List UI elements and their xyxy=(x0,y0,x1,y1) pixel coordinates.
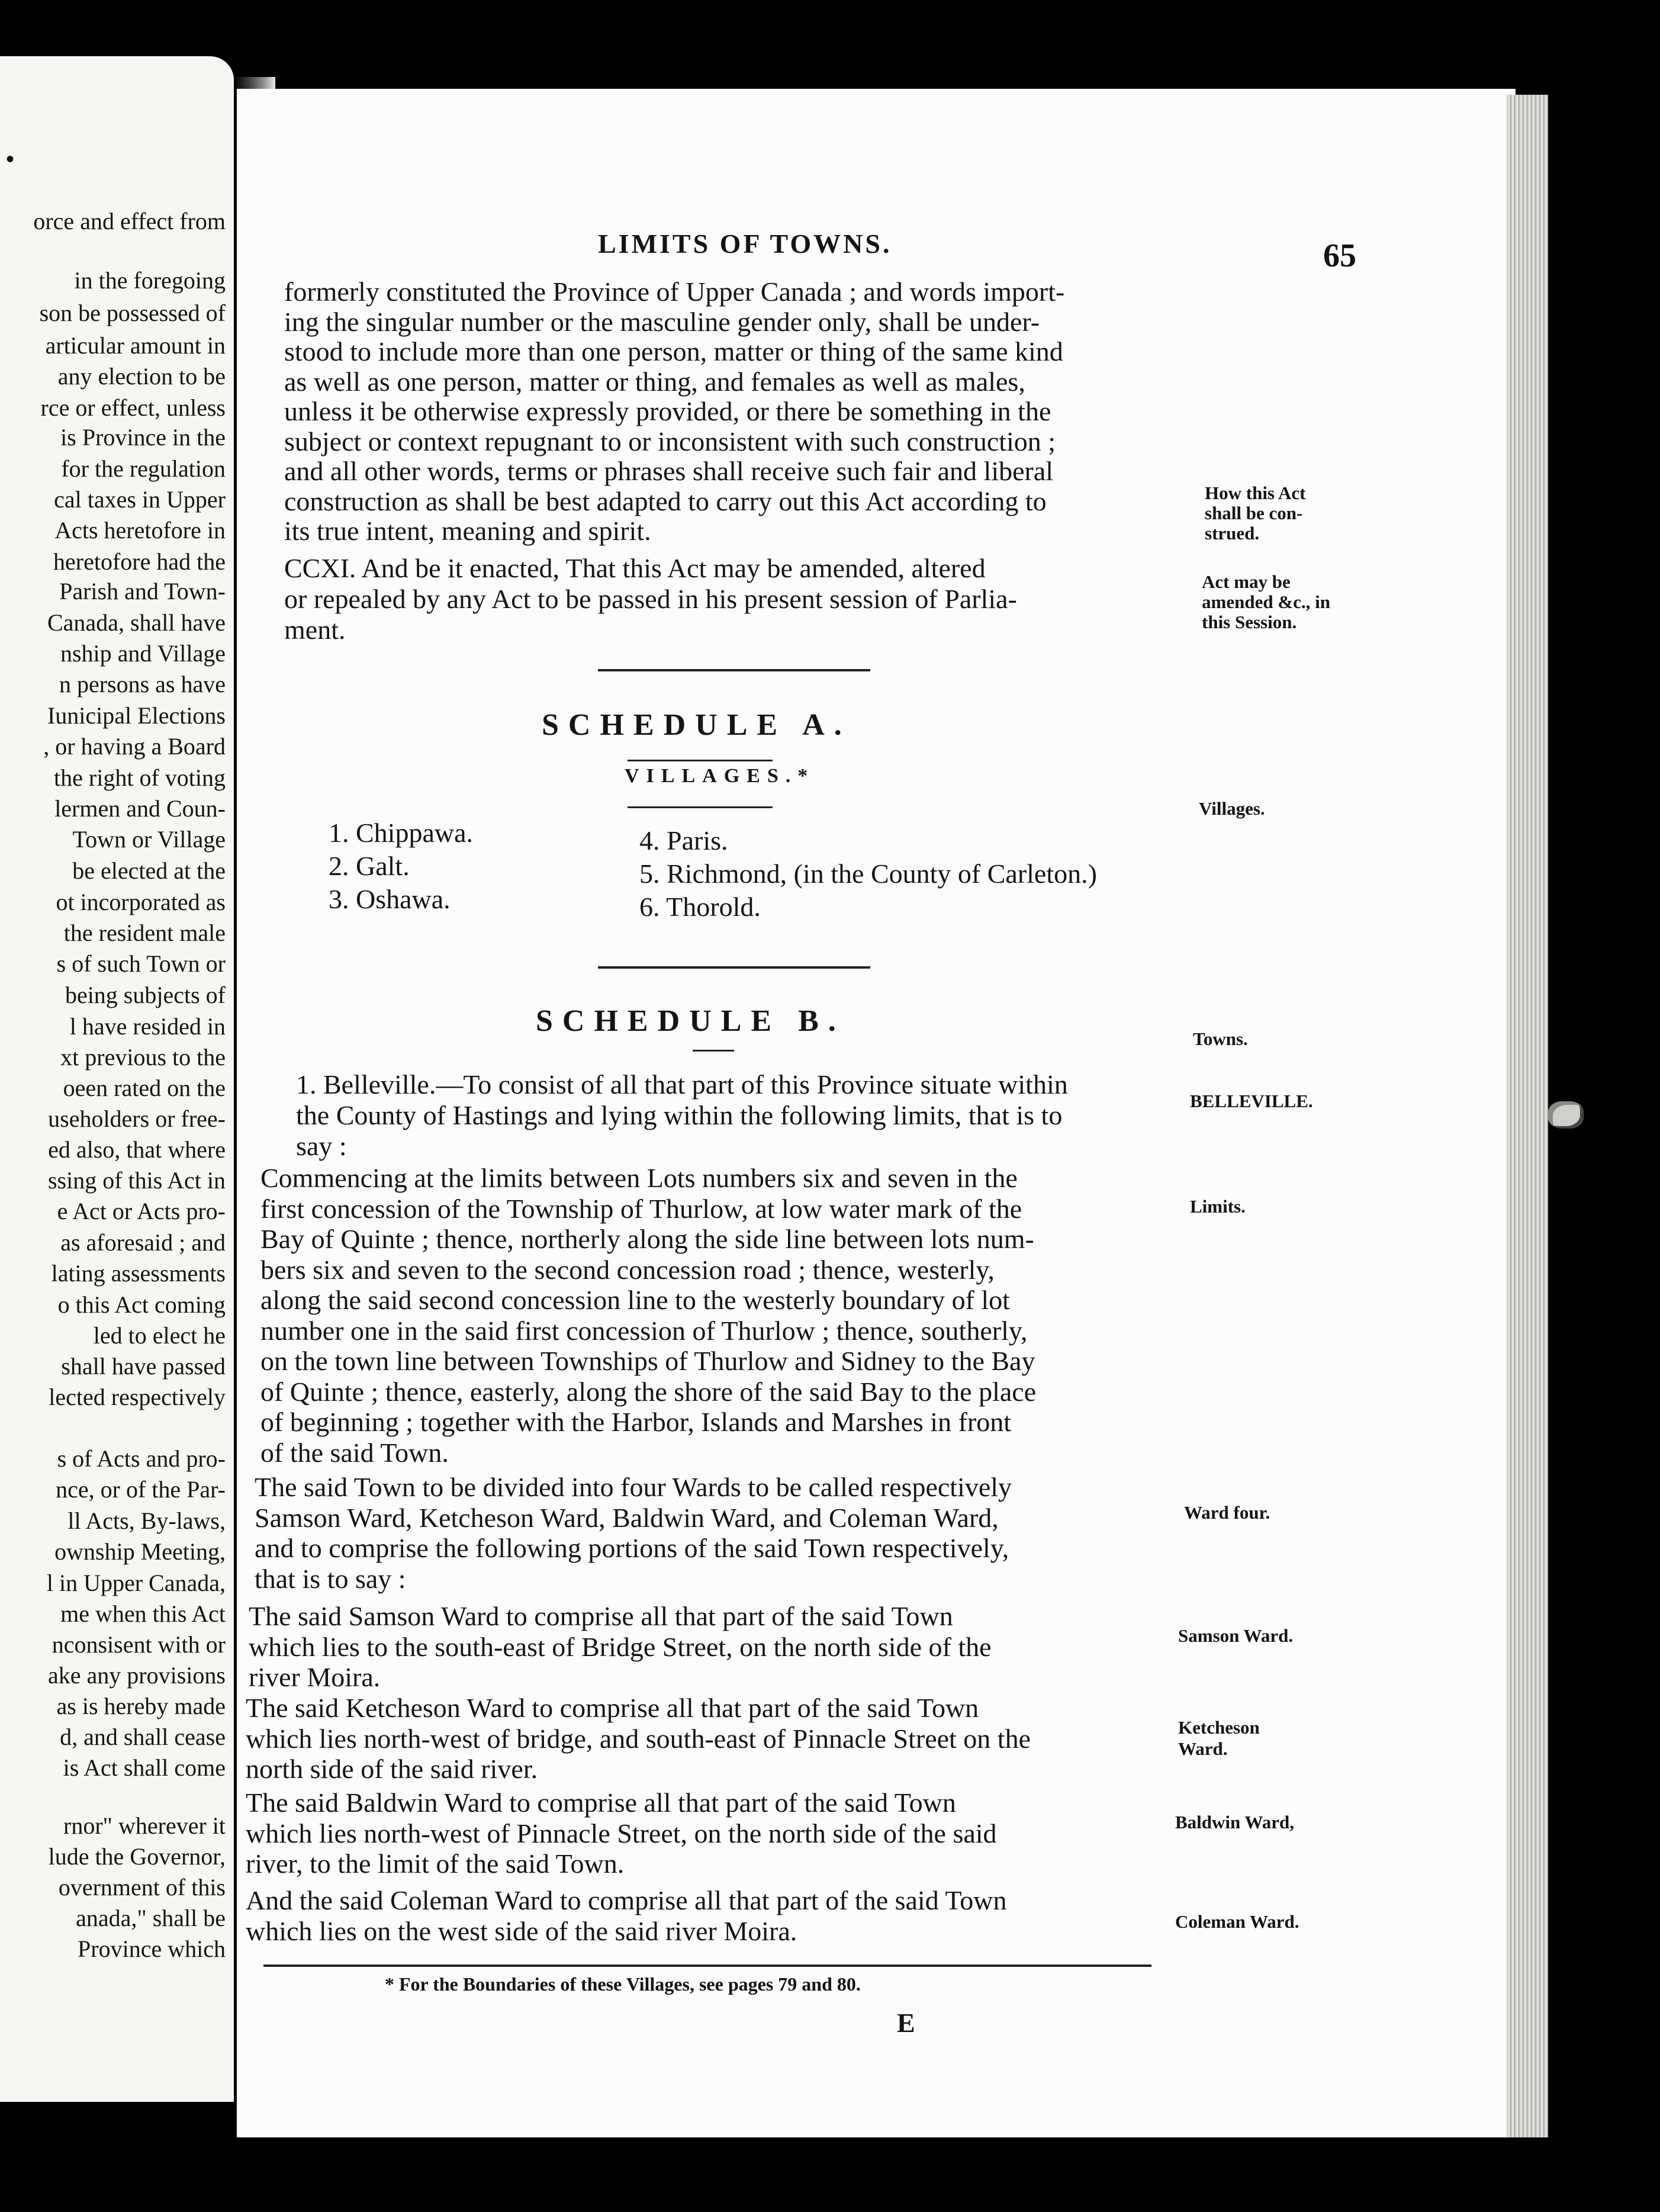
left-page-line: ssing of this Act in xyxy=(47,1167,226,1194)
left-page-line: s of such Town or xyxy=(56,950,226,977)
left-page-line: nconsisent with or xyxy=(52,1631,226,1658)
left-page-line: rce or effect, unless xyxy=(40,394,226,421)
margin-note: How this Act xyxy=(1205,483,1306,503)
body-line: its true intent, meaning and spirit. xyxy=(284,516,651,546)
left-page-line: lating assessments xyxy=(51,1260,226,1287)
body-line: of the said Town. xyxy=(260,1437,449,1468)
left-page-line: oeen rated on the xyxy=(63,1075,226,1101)
left-facing-page xyxy=(0,56,234,2102)
body-line: which lies on the west side of the said river Moira. xyxy=(246,1915,797,1946)
left-page-line: ot incorporated as xyxy=(56,889,226,915)
margin-note: Act may be xyxy=(1202,571,1291,592)
body-line: say : xyxy=(296,1131,347,1161)
village-item: 4. Paris. xyxy=(639,825,728,856)
left-page-line: lected respectively xyxy=(49,1384,226,1410)
body-line: north side of the said river. xyxy=(246,1754,538,1784)
body-line: ment. xyxy=(284,615,346,645)
horizontal-rule xyxy=(628,806,773,808)
body-line: The said Baldwin Ward to comprise all that part of the said Town xyxy=(246,1787,956,1818)
decorative-blot xyxy=(1548,1101,1584,1128)
village-item: 6. Thorold. xyxy=(639,892,761,922)
body-line: stood to include more than one person, matter or thing of the same kind xyxy=(284,336,1063,366)
horizontal-rule xyxy=(628,760,773,761)
body-line: which lies to the south-east of Bridge Street, on the north side of the xyxy=(249,1631,992,1662)
margin-note: Baldwin Ward, xyxy=(1175,1812,1295,1832)
margin-note: amended &c., in xyxy=(1202,591,1330,612)
margin-note: BELLEVILLE. xyxy=(1190,1091,1313,1111)
body-line: of beginning ; together with the Harbor, Islands and Marshes in front xyxy=(260,1407,1011,1437)
left-page-line: Iunicipal Elections xyxy=(47,702,226,729)
left-page-line: ake any provisions xyxy=(48,1662,226,1689)
body-line: on the town line between Townships of Thurlow and Sidney to the Bay xyxy=(260,1346,1035,1376)
margin-note: Samson Ward. xyxy=(1178,1625,1294,1646)
body-line: formerly constituted the Province of Upper Canada ; and words import- xyxy=(284,276,1065,307)
footnote: * For the Boundaries of these Villages, see pages 79 and 80. xyxy=(385,1973,861,1995)
body-line: The said Town to be divided into four Wards to be called respectively xyxy=(255,1472,1012,1502)
horizontal-rule xyxy=(598,966,870,969)
margin-note: Coleman Ward. xyxy=(1175,1911,1299,1932)
page-edges xyxy=(1507,95,1548,2137)
body-line: The said Samson Ward to comprise all that part of the said Town xyxy=(249,1601,953,1631)
schedule-b-title: SCHEDULE B. xyxy=(536,1004,845,1038)
body-line: river Moira. xyxy=(249,1662,381,1692)
running-head: LIMITS OF TOWNS. xyxy=(598,229,892,259)
left-page-line: being subjects of xyxy=(65,982,226,1008)
left-page-line: overnment of this xyxy=(58,1874,226,1901)
left-page-line: led to elect he xyxy=(93,1322,226,1349)
body-line: of Quinte ; thence, easterly, along the shore of the said Bay to the place xyxy=(260,1376,1037,1407)
body-line: 1. Belleville.—To consist of all that part of this Province situate within xyxy=(296,1069,1068,1099)
left-page-line: lermen and Coun- xyxy=(54,795,226,822)
village-item: 1. Chippawa. xyxy=(329,818,474,848)
village-item: 2. Galt. xyxy=(329,851,410,881)
left-page-line: in the foregoing xyxy=(74,267,226,294)
left-page-line: ed also, that where xyxy=(48,1136,226,1163)
left-page-line: o this Act coming xyxy=(57,1291,226,1318)
left-page-line: Province which xyxy=(78,1936,226,1962)
left-page-line: d, and shall cease xyxy=(60,1724,226,1750)
left-page-line: any election to be xyxy=(57,363,226,390)
left-page-line: cal taxes in Upper xyxy=(54,486,226,513)
left-page-line: nce, or of the Par- xyxy=(56,1476,226,1503)
body-line: And the said Coleman Ward to comprise all that part of the said Town xyxy=(246,1885,1007,1915)
left-page-line: heretofore had the xyxy=(53,548,226,575)
left-page-line: for the regulation xyxy=(61,455,226,482)
margin-note: Ward four. xyxy=(1184,1502,1270,1523)
left-page-line: the right of voting xyxy=(54,764,226,791)
body-line: first concession of the Township of Thurlow, at low water mark of the xyxy=(260,1193,1022,1224)
body-line: The said Ketcheson Ward to comprise all that part of the said Town xyxy=(246,1693,979,1723)
body-line: river, to the limit of the said Town. xyxy=(246,1848,625,1879)
body-line: as well as one person, matter or thing, and females as well as males, xyxy=(284,366,1025,397)
left-page-line: as is hereby made xyxy=(56,1693,226,1719)
body-line: subject or context repugnant to or inconsistent with such construction ; xyxy=(284,426,1056,456)
village-item: 3. Oshawa. xyxy=(329,884,451,914)
body-line: which lies north-west of Pinnacle Street, on the north side of the said xyxy=(246,1818,997,1848)
body-line: CCXI. And be it enacted, That this Act may be amended, altered xyxy=(284,553,986,583)
left-page-line: rnor" wherever it xyxy=(63,1812,226,1839)
left-page-line: anada," shall be xyxy=(76,1905,226,1931)
margin-note: Villages. xyxy=(1199,798,1265,819)
left-page-line: articular amount in xyxy=(45,332,226,359)
margin-note: Limits. xyxy=(1190,1196,1246,1217)
body-line: or repealed by any Act to be passed in his present session of Parlia- xyxy=(284,584,1017,614)
margin-note: Towns. xyxy=(1193,1028,1248,1049)
left-page-line: nship and Village xyxy=(60,640,226,667)
left-page-line: is Act shall come xyxy=(63,1754,226,1781)
left-page-line: Canada, shall have xyxy=(47,609,226,636)
horizontal-rule xyxy=(598,669,870,671)
left-page-line: useholders or free- xyxy=(48,1105,226,1132)
left-page-line: the resident male xyxy=(63,919,226,946)
left-page-line: Town or Village xyxy=(72,826,226,853)
left-page-line: xt previous to the xyxy=(60,1044,226,1070)
left-page-line: Parish and Town- xyxy=(59,578,226,605)
margin-note: strued. xyxy=(1205,523,1260,544)
body-line: and to comprise the following portions of the said Town respectively, xyxy=(255,1533,1009,1563)
body-line: Samson Ward, Ketcheson Ward, Baldwin Ward, and Coleman Ward, xyxy=(255,1502,999,1533)
schedule-a-subtitle: VILLAGES.* xyxy=(625,765,815,787)
body-line: and all other words, terms or phrases shall receive such fair and liberal xyxy=(284,456,1054,486)
page-number: 65 xyxy=(1323,237,1356,274)
left-page-line: orce and effect from xyxy=(33,208,226,234)
body-line: unless it be otherwise expressly provided, or there be something in the xyxy=(284,396,1051,426)
schedule-a-title: SCHEDULE A. xyxy=(542,708,851,742)
body-line: that is to say : xyxy=(255,1563,406,1594)
left-page-line: , or having a Board xyxy=(43,733,226,760)
left-page-line: l have resided in xyxy=(69,1013,226,1040)
margin-note: this Session. xyxy=(1202,612,1297,632)
left-page-line: e Act or Acts pro- xyxy=(57,1198,226,1224)
left-page-line: ownship Meeting, xyxy=(54,1538,226,1565)
horizontal-rule xyxy=(263,1965,1151,1967)
body-line: the County of Hastings and lying within the following limits, that is to xyxy=(296,1100,1063,1130)
village-item: 5. Richmond, (in the County of Carleton.) xyxy=(639,859,1097,889)
margin-note: shall be con- xyxy=(1205,503,1303,523)
body-line: ing the singular number or the masculine gender only, shall be under- xyxy=(284,306,1040,337)
margin-note: Ketcheson xyxy=(1178,1717,1260,1738)
left-page-line: me when this Act xyxy=(60,1600,226,1627)
left-page-line: as aforesaid ; and xyxy=(60,1229,226,1256)
body-line: construction as shall be best adapted to carry out this Act according to xyxy=(284,486,1047,516)
body-line: bers six and seven to the second concession road ; thence, westerly, xyxy=(260,1254,995,1285)
body-line: which lies north-west of bridge, and south-east of Pinnacle Street on the xyxy=(246,1723,1031,1754)
body-line: number one in the said first concession of Thurlow ; thence, southerly, xyxy=(260,1315,1028,1346)
left-page-line: lude the Governor, xyxy=(48,1843,226,1870)
left-page-line: is Province in the xyxy=(60,424,226,451)
left-page-line: s of Acts and pro- xyxy=(57,1445,226,1472)
body-line: Bay of Quinte ; thence, northerly along the side line between lots num- xyxy=(260,1224,1034,1254)
left-page-line: shall have passed xyxy=(61,1353,226,1380)
left-page-line: l in Upper Canada, xyxy=(46,1570,226,1596)
horizontal-rule xyxy=(693,1050,734,1052)
margin-note: Ward. xyxy=(1178,1738,1228,1759)
signature-mark: E xyxy=(897,2008,915,2038)
left-page-line: ll Acts, By-laws, xyxy=(67,1507,226,1534)
left-page-line: n persons as have xyxy=(59,671,226,697)
body-line: along the said second concession line to the westerly boundary of lot xyxy=(260,1285,1010,1315)
left-page-line: • xyxy=(6,146,15,172)
left-page-line: be elected at the xyxy=(72,857,226,884)
left-page-line: son be possessed of xyxy=(39,300,226,326)
body-line: Commencing at the limits between Lots numbers six and seven in the xyxy=(260,1163,1018,1193)
left-page-line: Acts heretofore in xyxy=(54,517,226,544)
